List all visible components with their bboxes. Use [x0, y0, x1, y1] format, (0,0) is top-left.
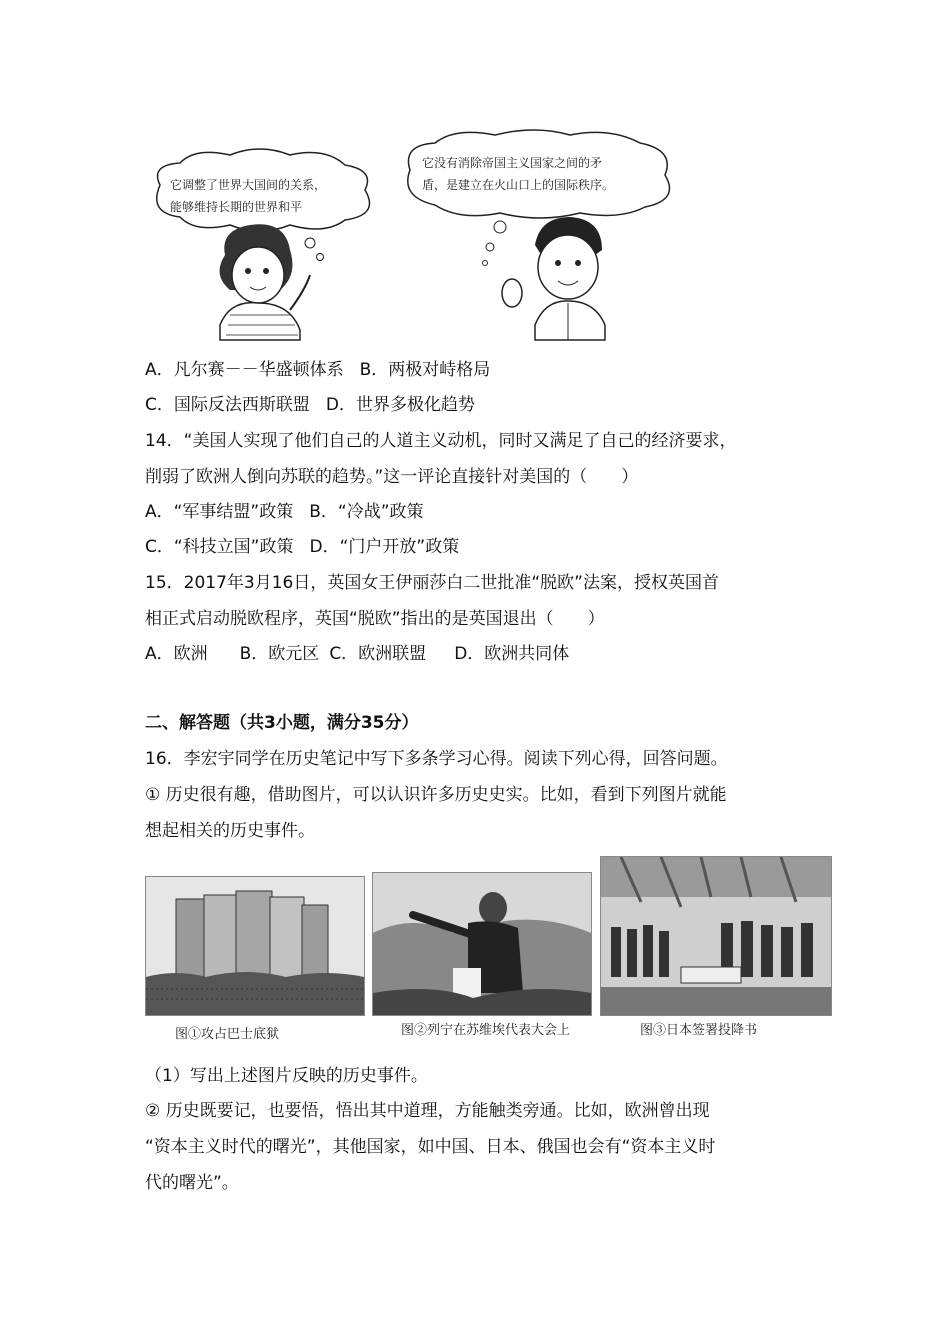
q16-note1-line1: ① 历史很有趣，借助图片，可以认识许多历史史实。比如，看到下列图片就能	[145, 785, 727, 805]
q13-option-c[interactable]: C．国际反法西斯联盟	[145, 395, 310, 415]
caption-bastille: 图①攻占巴士底狱	[175, 1027, 280, 1042]
q16-sub1: （1）写出上述图片反映的历史事件。	[145, 1066, 428, 1086]
cartoon-illustration	[140, 125, 680, 345]
q13-option-a[interactable]: A．凡尔赛－－华盛顿体系	[145, 360, 344, 380]
q15-option-a[interactable]: A．欧洲	[145, 644, 208, 664]
q14-stem-line1: 14．“美国人实现了他们自己的人道主义动机，同时又满足了自己的经济要求，	[145, 431, 737, 451]
right-bubble-line1: 它没有消除帝国主义国家之间的矛	[422, 156, 603, 170]
q14-options-row2	[145, 535, 459, 559]
lenin-image	[373, 873, 591, 1015]
caption-lenin: 图②列宁在苏维埃代表大会上	[401, 1023, 571, 1038]
boy-figure	[502, 217, 605, 340]
girl-figure	[220, 224, 310, 340]
q15-stem-line1: 15．2017年3月16日，英国女王伊丽莎白二世批准“脱欧”法案，授权英国首	[145, 573, 719, 593]
q14-options-row1	[145, 500, 424, 524]
right-bubble-line2: 盾，是建立在火山口上的国际秩序。	[422, 178, 615, 192]
cartoon-drawing	[140, 125, 680, 345]
photo-lenin	[372, 872, 592, 1016]
photo-japan-surrender	[600, 856, 832, 1016]
left-bubble-line1: 它调整了世界大国间的关系，	[170, 178, 327, 192]
q13-option-b[interactable]: B．两极对峙格局	[359, 360, 491, 380]
q13-option-d[interactable]: D．世界多极化趋势	[325, 395, 475, 415]
caption-japan-surrender: 图③日本签署投降书	[640, 1023, 758, 1038]
q15-stem-line2: 相正式启动脱欧程序，英国“脱欧”指出的是英国退出（ ）	[145, 609, 605, 629]
q15-option-d[interactable]: D．欧洲共同体	[454, 644, 570, 664]
q14-option-d[interactable]: D．“门户开放”政策	[309, 537, 460, 557]
q13-options-row2	[145, 393, 475, 417]
q16-note2-line1: ② 历史既要记，也要悟，悟出其中道理，方能触类旁通。比如，欧洲曾出现	[145, 1101, 710, 1121]
q16-note2-line2: “资本主义时代的曙光”，其他国家，如中国、日本、俄国也会有“资本主义时	[145, 1137, 716, 1157]
q16-note2-line3: 代的曙光”。	[145, 1173, 239, 1193]
left-bubble-line2: 能够维持长期的世界和平	[170, 200, 303, 214]
photo-bastille	[145, 876, 365, 1016]
bastille-image	[146, 877, 364, 1015]
q13-options-row1	[145, 358, 490, 382]
q14-stem-line2: 削弱了欧洲人倒向苏联的趋势。”这一评论直接针对美国的（ ）	[145, 467, 639, 487]
q16-intro: 16．李宏宇同学在历史笔记中写下多条学习心得。阅读下列心得，回答问题。	[145, 749, 728, 769]
q15-option-c[interactable]: C．欧洲联盟	[329, 644, 427, 664]
q14-option-c[interactable]: C．“科技立国”政策	[145, 537, 294, 557]
q16-note1-line2: 想起相关的历史事件。	[145, 821, 315, 841]
q15-options	[145, 642, 569, 666]
q15-option-b[interactable]: B．欧元区	[239, 644, 320, 664]
section2-heading: 二、解答题（共3小题，满分35分）	[145, 713, 419, 733]
q14-option-b[interactable]: B．“冷战”政策	[309, 502, 424, 522]
surrender-image	[601, 857, 831, 1015]
q14-option-a[interactable]: A．“军事结盟”政策	[145, 502, 294, 522]
